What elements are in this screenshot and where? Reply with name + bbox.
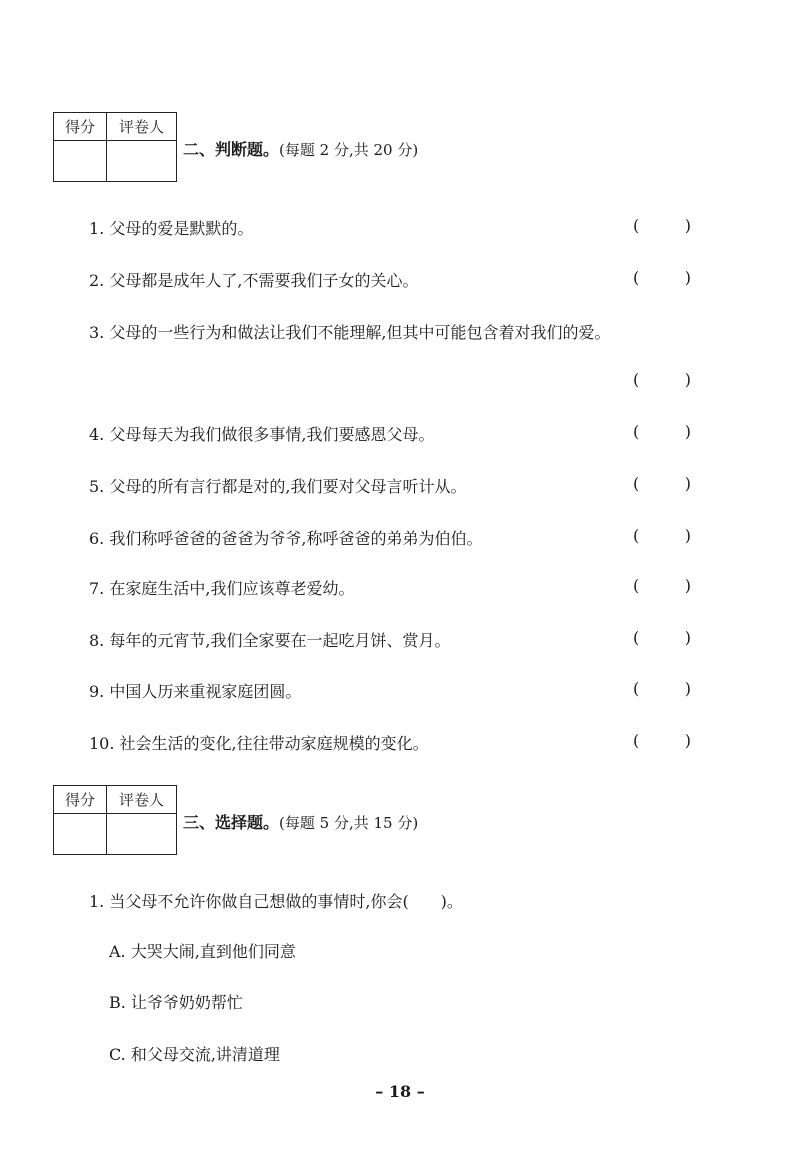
judge-item-3: 3. 父母的一些行为和做法让我们不能理解,但其中可能包含着对我们的爱。: [89, 323, 611, 342]
paren-close: ): [684, 526, 691, 545]
paren-close: ): [684, 268, 691, 287]
paren-close: ): [684, 422, 691, 441]
judge-item-4: 4. 父母每天为我们做很多事情,我们要感恩父母。: [89, 425, 435, 444]
paren-close: ): [684, 370, 691, 389]
paren-close: ): [684, 731, 691, 750]
paren-open: (: [633, 216, 640, 235]
section2-note: (每题 2 分,共 20 分): [279, 141, 419, 159]
paren-open: (: [633, 731, 640, 750]
choice-question-1: 1. 当父母不允许你做自己想做的事情时,你会( )。: [89, 892, 463, 911]
judge-item-9: 9. 中国人历来重视家庭团圆。: [89, 682, 302, 701]
paren-open: (: [633, 370, 640, 389]
page-number: – 18 –: [375, 1082, 425, 1101]
paren-open: (: [633, 526, 640, 545]
choice-option-c[interactable]: C. 和父母交流,讲清道理: [109, 1045, 280, 1064]
answer-paren-4[interactable]: [633, 422, 691, 441]
section3-title: [183, 810, 418, 833]
score-cell[interactable]: [54, 814, 107, 854]
judge-item-5: 5. 父母的所有言行都是对的,我们要对父母言听计从。: [89, 477, 467, 496]
paren-close: ): [684, 576, 691, 595]
judge-item-1: 1. 父母的爱是默默的。: [89, 219, 254, 238]
judge-item-7: 7. 在家庭生活中,我们应该尊老爱幼。: [89, 579, 355, 598]
paren-close: ): [684, 474, 691, 493]
answer-paren-6[interactable]: [633, 526, 691, 545]
score-box-section2: [53, 112, 177, 182]
judge-item-6: 6. 我们称呼爸爸的爸爸为爷爷,称呼爸爸的弟弟为伯伯。: [89, 529, 483, 548]
answer-paren-5[interactable]: [633, 474, 691, 493]
answer-paren-3[interactable]: [633, 370, 691, 389]
answer-paren-2[interactable]: [633, 268, 691, 287]
answer-paren-7[interactable]: [633, 576, 691, 595]
answer-paren-10[interactable]: [633, 731, 691, 750]
section2-heading: 二、判断题。: [183, 140, 280, 159]
choice-option-a[interactable]: A. 大哭大闹,直到他们同意: [109, 942, 296, 961]
section3-note: (每题 5 分,共 15 分): [279, 814, 419, 832]
score-label: 得分: [54, 113, 107, 141]
paren-open: (: [633, 268, 640, 287]
section2-title: [183, 137, 418, 160]
grader-cell[interactable]: [107, 814, 176, 854]
paren-open: (: [633, 422, 640, 441]
judge-item-10: 10. 社会生活的变化,往往带动家庭规模的变化。: [89, 734, 429, 753]
answer-paren-9[interactable]: [633, 679, 691, 698]
paren-open: (: [633, 679, 640, 698]
score-box-section3: [53, 785, 177, 855]
judge-item-8: 8. 每年的元宵节,我们全家要在一起吃月饼、赏月。: [89, 631, 451, 650]
answer-paren-1[interactable]: [633, 216, 691, 235]
score-cell[interactable]: [54, 141, 107, 181]
judge-item-2: 2. 父母都是成年人了,不需要我们子女的关心。: [89, 271, 419, 290]
score-label: 得分: [54, 786, 107, 814]
paren-close: ): [684, 679, 691, 698]
paren-open: (: [633, 576, 640, 595]
answer-paren-8[interactable]: [633, 628, 691, 647]
grader-cell[interactable]: [107, 141, 176, 181]
paren-close: ): [684, 216, 691, 235]
paren-close: ): [684, 628, 691, 647]
grader-label: 评卷人: [107, 113, 176, 141]
section3-heading: 三、选择题。: [183, 813, 280, 832]
paren-open: (: [633, 474, 640, 493]
paren-open: (: [633, 628, 640, 647]
grader-label: 评卷人: [107, 786, 176, 814]
choice-option-b[interactable]: B. 让爷爷奶奶帮忙: [109, 993, 243, 1012]
